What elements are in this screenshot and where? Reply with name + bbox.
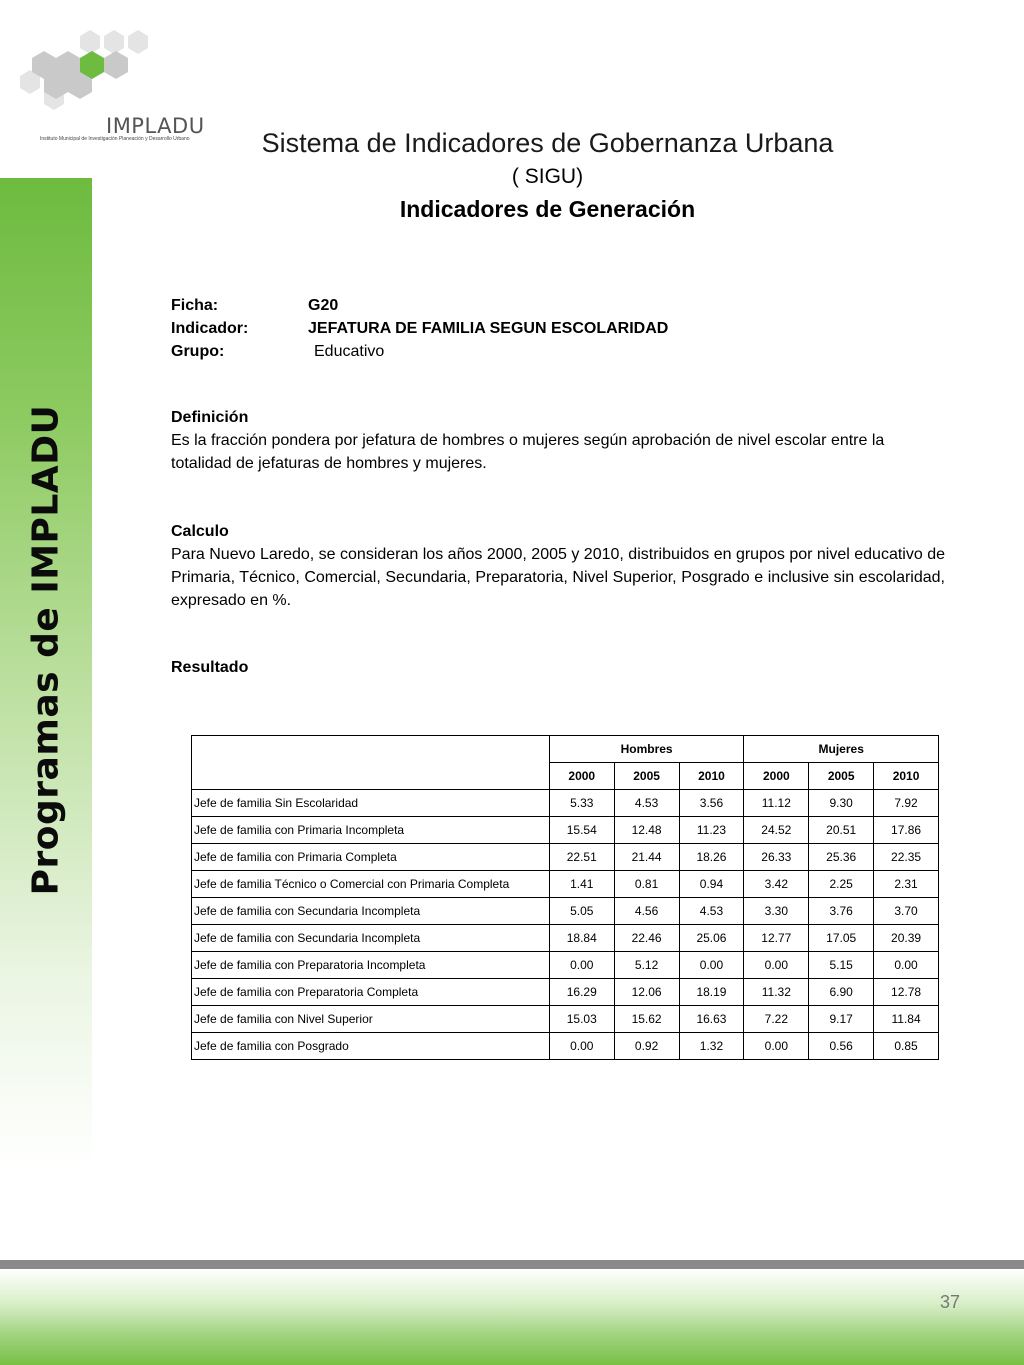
table-row	[192, 898, 939, 925]
value-cell: 7.92	[874, 790, 939, 817]
results-table	[191, 735, 939, 1060]
ficha-label: Ficha:	[171, 297, 219, 314]
value-cell: 22.35	[874, 844, 939, 871]
empty-header-cell	[192, 736, 550, 790]
grupo-label: Grupo:	[171, 343, 225, 360]
logo-name: IMPLADU	[106, 114, 205, 138]
indicador-value: JEFATURA DE FAMILIA SEGUN ESCOLARIDAD	[308, 320, 669, 337]
resultado-section	[171, 656, 945, 679]
year-header: 2000	[744, 763, 809, 790]
value-cell: 12.48	[614, 817, 679, 844]
value-cell: 0.81	[614, 871, 679, 898]
table-row	[192, 817, 939, 844]
value-cell: 24.52	[744, 817, 809, 844]
ficha-block	[171, 294, 668, 363]
value-cell: 0.00	[874, 952, 939, 979]
definicion-section	[171, 406, 945, 475]
value-cell: 0.94	[679, 871, 744, 898]
value-cell: 3.76	[809, 898, 874, 925]
row-label: Jefe de familia con Preparatoria Incompleta	[192, 952, 550, 979]
row-label: Jefe de familia con Primaria Completa	[192, 844, 550, 871]
value-cell: 18.26	[679, 844, 744, 871]
value-cell: 5.05	[549, 898, 614, 925]
year-header: 2010	[679, 763, 744, 790]
value-cell: 20.39	[874, 925, 939, 952]
ficha-value: G20	[308, 297, 339, 314]
value-cell: 18.84	[549, 925, 614, 952]
value-cell: 12.78	[874, 979, 939, 1006]
value-cell: 11.84	[874, 1006, 939, 1033]
row-label: Jefe de familia con Primaria Incompleta	[192, 817, 550, 844]
table-row	[192, 979, 939, 1006]
value-cell: 1.32	[679, 1033, 744, 1060]
table-row	[192, 1006, 939, 1033]
page-number: 37	[939, 1292, 960, 1312]
indicador-label: Indicador:	[171, 320, 249, 337]
value-cell: 3.30	[744, 898, 809, 925]
value-cell: 16.63	[679, 1006, 744, 1033]
value-cell: 11.12	[744, 790, 809, 817]
table-row	[192, 871, 939, 898]
hombres-header: Hombres	[549, 736, 744, 763]
value-cell: 7.22	[744, 1006, 809, 1033]
value-cell: 15.54	[549, 817, 614, 844]
value-cell: 0.00	[744, 952, 809, 979]
value-cell: 0.00	[744, 1033, 809, 1060]
table-body	[192, 790, 939, 1060]
footer-band	[0, 1269, 1024, 1365]
calculo-section	[171, 520, 945, 612]
value-cell: 22.46	[614, 925, 679, 952]
value-cell: 3.56	[679, 790, 744, 817]
hexagon-cluster-icon	[18, 14, 208, 114]
year-header: 2000	[549, 763, 614, 790]
mujeres-header: Mujeres	[744, 736, 939, 763]
grupo-value: Educativo	[314, 343, 385, 360]
page-subtitle: ( SIGU)	[511, 165, 584, 188]
value-cell: 0.92	[614, 1033, 679, 1060]
row-label: Jefe de familia con Posgrado	[192, 1033, 550, 1060]
indicador-row	[171, 317, 668, 340]
value-cell: 9.17	[809, 1006, 874, 1033]
table-row	[192, 790, 939, 817]
value-cell: 21.44	[614, 844, 679, 871]
value-cell: 20.51	[809, 817, 874, 844]
value-cell: 4.53	[679, 898, 744, 925]
footer-divider	[0, 1260, 1024, 1269]
value-cell: 15.62	[614, 1006, 679, 1033]
table-row	[192, 1033, 939, 1060]
value-cell: 0.56	[809, 1033, 874, 1060]
value-cell: 5.33	[549, 790, 614, 817]
value-cell: 22.51	[549, 844, 614, 871]
value-cell: 5.15	[809, 952, 874, 979]
value-cell: 18.19	[679, 979, 744, 1006]
impladu-logo	[18, 14, 208, 142]
value-cell: 2.25	[809, 871, 874, 898]
group-header-row	[192, 736, 939, 763]
value-cell: 0.85	[874, 1033, 939, 1060]
value-cell: 11.23	[679, 817, 744, 844]
section-title: Indicadores de Generación	[399, 196, 696, 222]
resultado-heading: Resultado	[171, 659, 249, 676]
row-label: Jefe de familia con Secundaria Incompleta	[192, 925, 550, 952]
value-cell: 0.00	[549, 1033, 614, 1060]
sidebar-title: Programas de IMPLADU	[25, 404, 67, 896]
row-label: Jefe de familia con Nivel Superior	[192, 1006, 550, 1033]
definicion-heading: Definición	[171, 409, 249, 426]
year-header: 2005	[809, 763, 874, 790]
logo-subtitle: Instituto Municipal de Investigación Planeación y Desarrollo Urbano	[40, 136, 190, 142]
row-label: Jefe de familia Técnico o Comercial con Primaria Completa	[192, 871, 550, 898]
value-cell: 17.86	[874, 817, 939, 844]
value-cell: 12.06	[614, 979, 679, 1006]
value-cell: 25.36	[809, 844, 874, 871]
value-cell: 5.12	[614, 952, 679, 979]
value-cell: 1.41	[549, 871, 614, 898]
year-header: 2005	[614, 763, 679, 790]
value-cell: 2.31	[874, 871, 939, 898]
value-cell: 26.33	[744, 844, 809, 871]
value-cell: 6.90	[809, 979, 874, 1006]
value-cell: 25.06	[679, 925, 744, 952]
value-cell: 4.53	[614, 790, 679, 817]
definicion-text: Es la fracción pondera por jefatura de hombres o mujeres según aprobación de nivel escolar entre la totalidad de jefaturas de hombres y mujeres.	[171, 432, 885, 472]
table-row	[192, 844, 939, 871]
calculo-heading: Calculo	[171, 523, 229, 540]
value-cell: 11.32	[744, 979, 809, 1006]
value-cell: 0.00	[679, 952, 744, 979]
row-label: Jefe de familia con Secundaria Incompleta	[192, 898, 550, 925]
value-cell: 15.03	[549, 1006, 614, 1033]
value-cell: 0.00	[549, 952, 614, 979]
calculo-text: Para Nuevo Laredo, se consideran los años 2000, 2005 y 2010, distribuidos en grupos por nivel educativo de Primaria, Técnico, Comercial, Secundaria, Preparatoria, Nivel Superior, Posgrado e inclusive sin escolaridad, expresado en %.	[171, 546, 945, 609]
row-label: Jefe de familia Sin Escolaridad	[192, 790, 550, 817]
value-cell: 9.30	[809, 790, 874, 817]
value-cell: 12.77	[744, 925, 809, 952]
page-title: Sistema de Indicadores de Gobernanza Urbana	[261, 128, 834, 158]
value-cell: 3.70	[874, 898, 939, 925]
row-label: Jefe de familia con Preparatoria Completa	[192, 979, 550, 1006]
ficha-row	[171, 294, 668, 317]
year-header: 2010	[874, 763, 939, 790]
grupo-row	[171, 340, 668, 363]
table-row	[192, 952, 939, 979]
value-cell: 3.42	[744, 871, 809, 898]
value-cell: 16.29	[549, 979, 614, 1006]
table-row	[192, 925, 939, 952]
value-cell: 17.05	[809, 925, 874, 952]
value-cell: 4.56	[614, 898, 679, 925]
